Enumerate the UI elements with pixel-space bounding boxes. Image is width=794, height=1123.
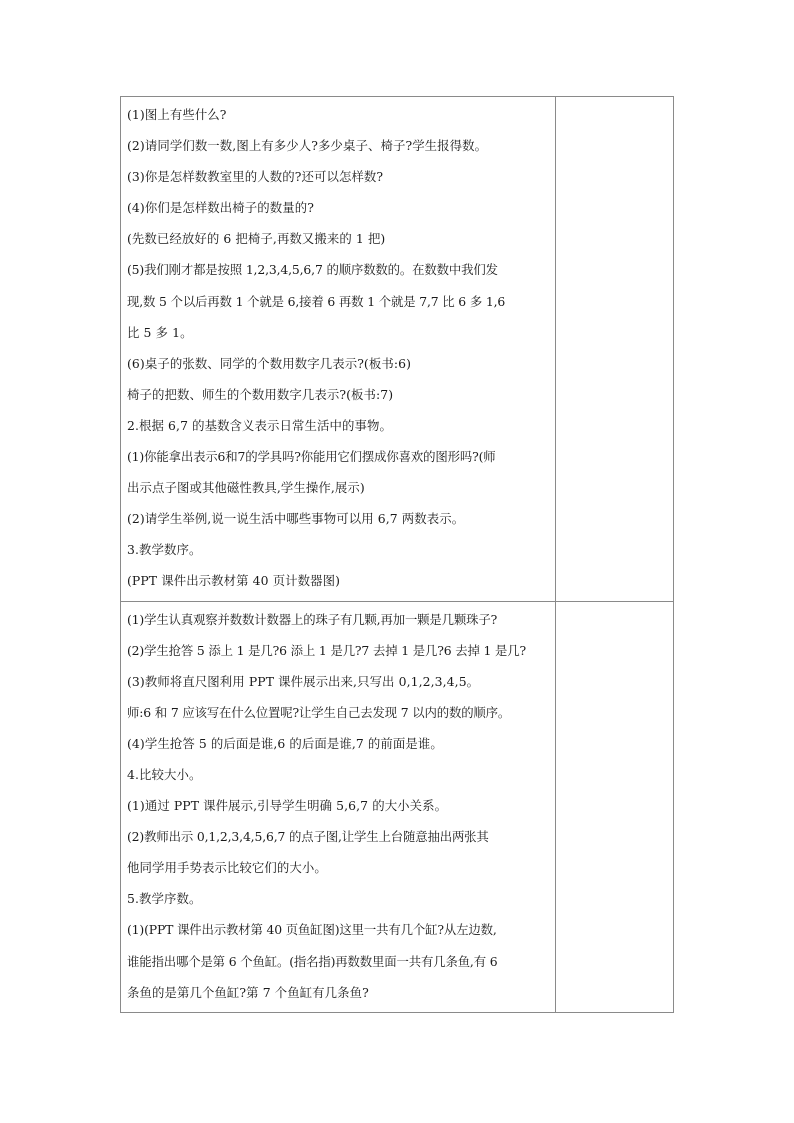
text-line: 师:6 和 7 应该写在什么位置呢?让学生自己去发现 7 以内的数的顺序。: [127, 704, 511, 720]
lesson-plan-table: [120, 96, 674, 1013]
text-line: 5.教学序数。: [127, 891, 202, 907]
text-line: (1)你能拿出表示6和7的学具吗?你能用它们摆成你喜欢的图形吗?(师: [127, 449, 496, 465]
lesson-content-cell-2: [121, 601, 556, 1012]
text-line: (1)学生认真观察并数数计数器上的珠子有几颗,再加一颗是几颗珠子?: [127, 611, 498, 627]
text-line: 他同学用手势表示比较它们的大小。: [127, 860, 327, 876]
text-line: (2)教师出示 0,1,2,3,4,5,6,7 的点子图,让学生上台随意抽出两张其: [127, 829, 489, 845]
text-line: 谁能指出哪个是第 6 个鱼缸。(指名指)再数数里面一共有几条鱼,有 6: [127, 953, 498, 969]
text-line: (1)(PPT 课件出示教材第 40 页鱼缸图)这里一共有几个缸?从左边数,: [127, 922, 497, 938]
section-2-text: [121, 602, 555, 1012]
text-line: (PPT 课件出示教材第 40 页计数器图): [127, 573, 341, 589]
text-line: 2.根据 6,7 的基数含义表示日常生活中的事物。: [127, 417, 392, 433]
table-row: [121, 601, 674, 1012]
text-line: (6)桌子的张数、同学的个数用数字几表示?(板书:6): [127, 355, 412, 371]
text-line: (1)图上有些什么?: [127, 107, 227, 122]
text-line: (3)你是怎样数教室里的人数的?还可以怎样数?: [127, 169, 384, 185]
table-row: [121, 97, 674, 602]
text-line: (先数已经放好的 6 把椅子,再数又搬来的 1 把): [127, 231, 386, 247]
text-line: 现,数 5 个以后再数 1 个就是 6,接着 6 再数 1 个就是 7,7 比 6 多 1,6: [127, 293, 506, 309]
text-line: (4)你们是怎样数出椅子的数量的?: [127, 200, 314, 216]
text-line: (3)教师将直尺图利用 PPT 课件展示出来,只写出 0,1,2,3,4,5。: [127, 673, 480, 689]
text-line: 3.教学数序。: [127, 542, 202, 558]
text-line: 比 5 多 1。: [127, 324, 193, 340]
text-line: (5)我们刚才都是按照 1,2,3,4,5,6,7 的顺序数数的。在数数中我们发: [127, 262, 498, 278]
text-line: 出示点子图或其他磁性教具,学生操作,展示): [127, 480, 365, 496]
text-line: (2)请同学们数一数,图上有多少人?多少桌子、椅子?学生报得数。: [127, 138, 488, 154]
text-line: 4.比较大小。: [127, 766, 202, 782]
text-line: (4)学生抢答 5 的后面是谁,6 的后面是谁,7 的前面是谁。: [127, 735, 443, 751]
notes-cell-1: [555, 97, 673, 602]
text-line: 条鱼的是第几个鱼缸?第 7 个鱼缸有几条鱼?: [127, 984, 369, 1000]
section-1-text: [121, 97, 555, 601]
lesson-content-cell-1: [121, 97, 556, 602]
text-line: 椅子的把数、师生的个数用数字几表示?(板书:7): [127, 386, 394, 402]
text-line: (1)通过 PPT 课件展示,引导学生明确 5,6,7 的大小关系。: [127, 798, 448, 814]
notes-cell-2: [555, 601, 673, 1012]
text-line: (2)请学生举例,说一说生活中哪些事物可以用 6,7 两数表示。: [127, 511, 465, 527]
text-line: (2)学生抢答 5 添上 1 是几?6 添上 1 是几?7 去掉 1 是几?6 去掉 1 是几?: [127, 642, 527, 658]
